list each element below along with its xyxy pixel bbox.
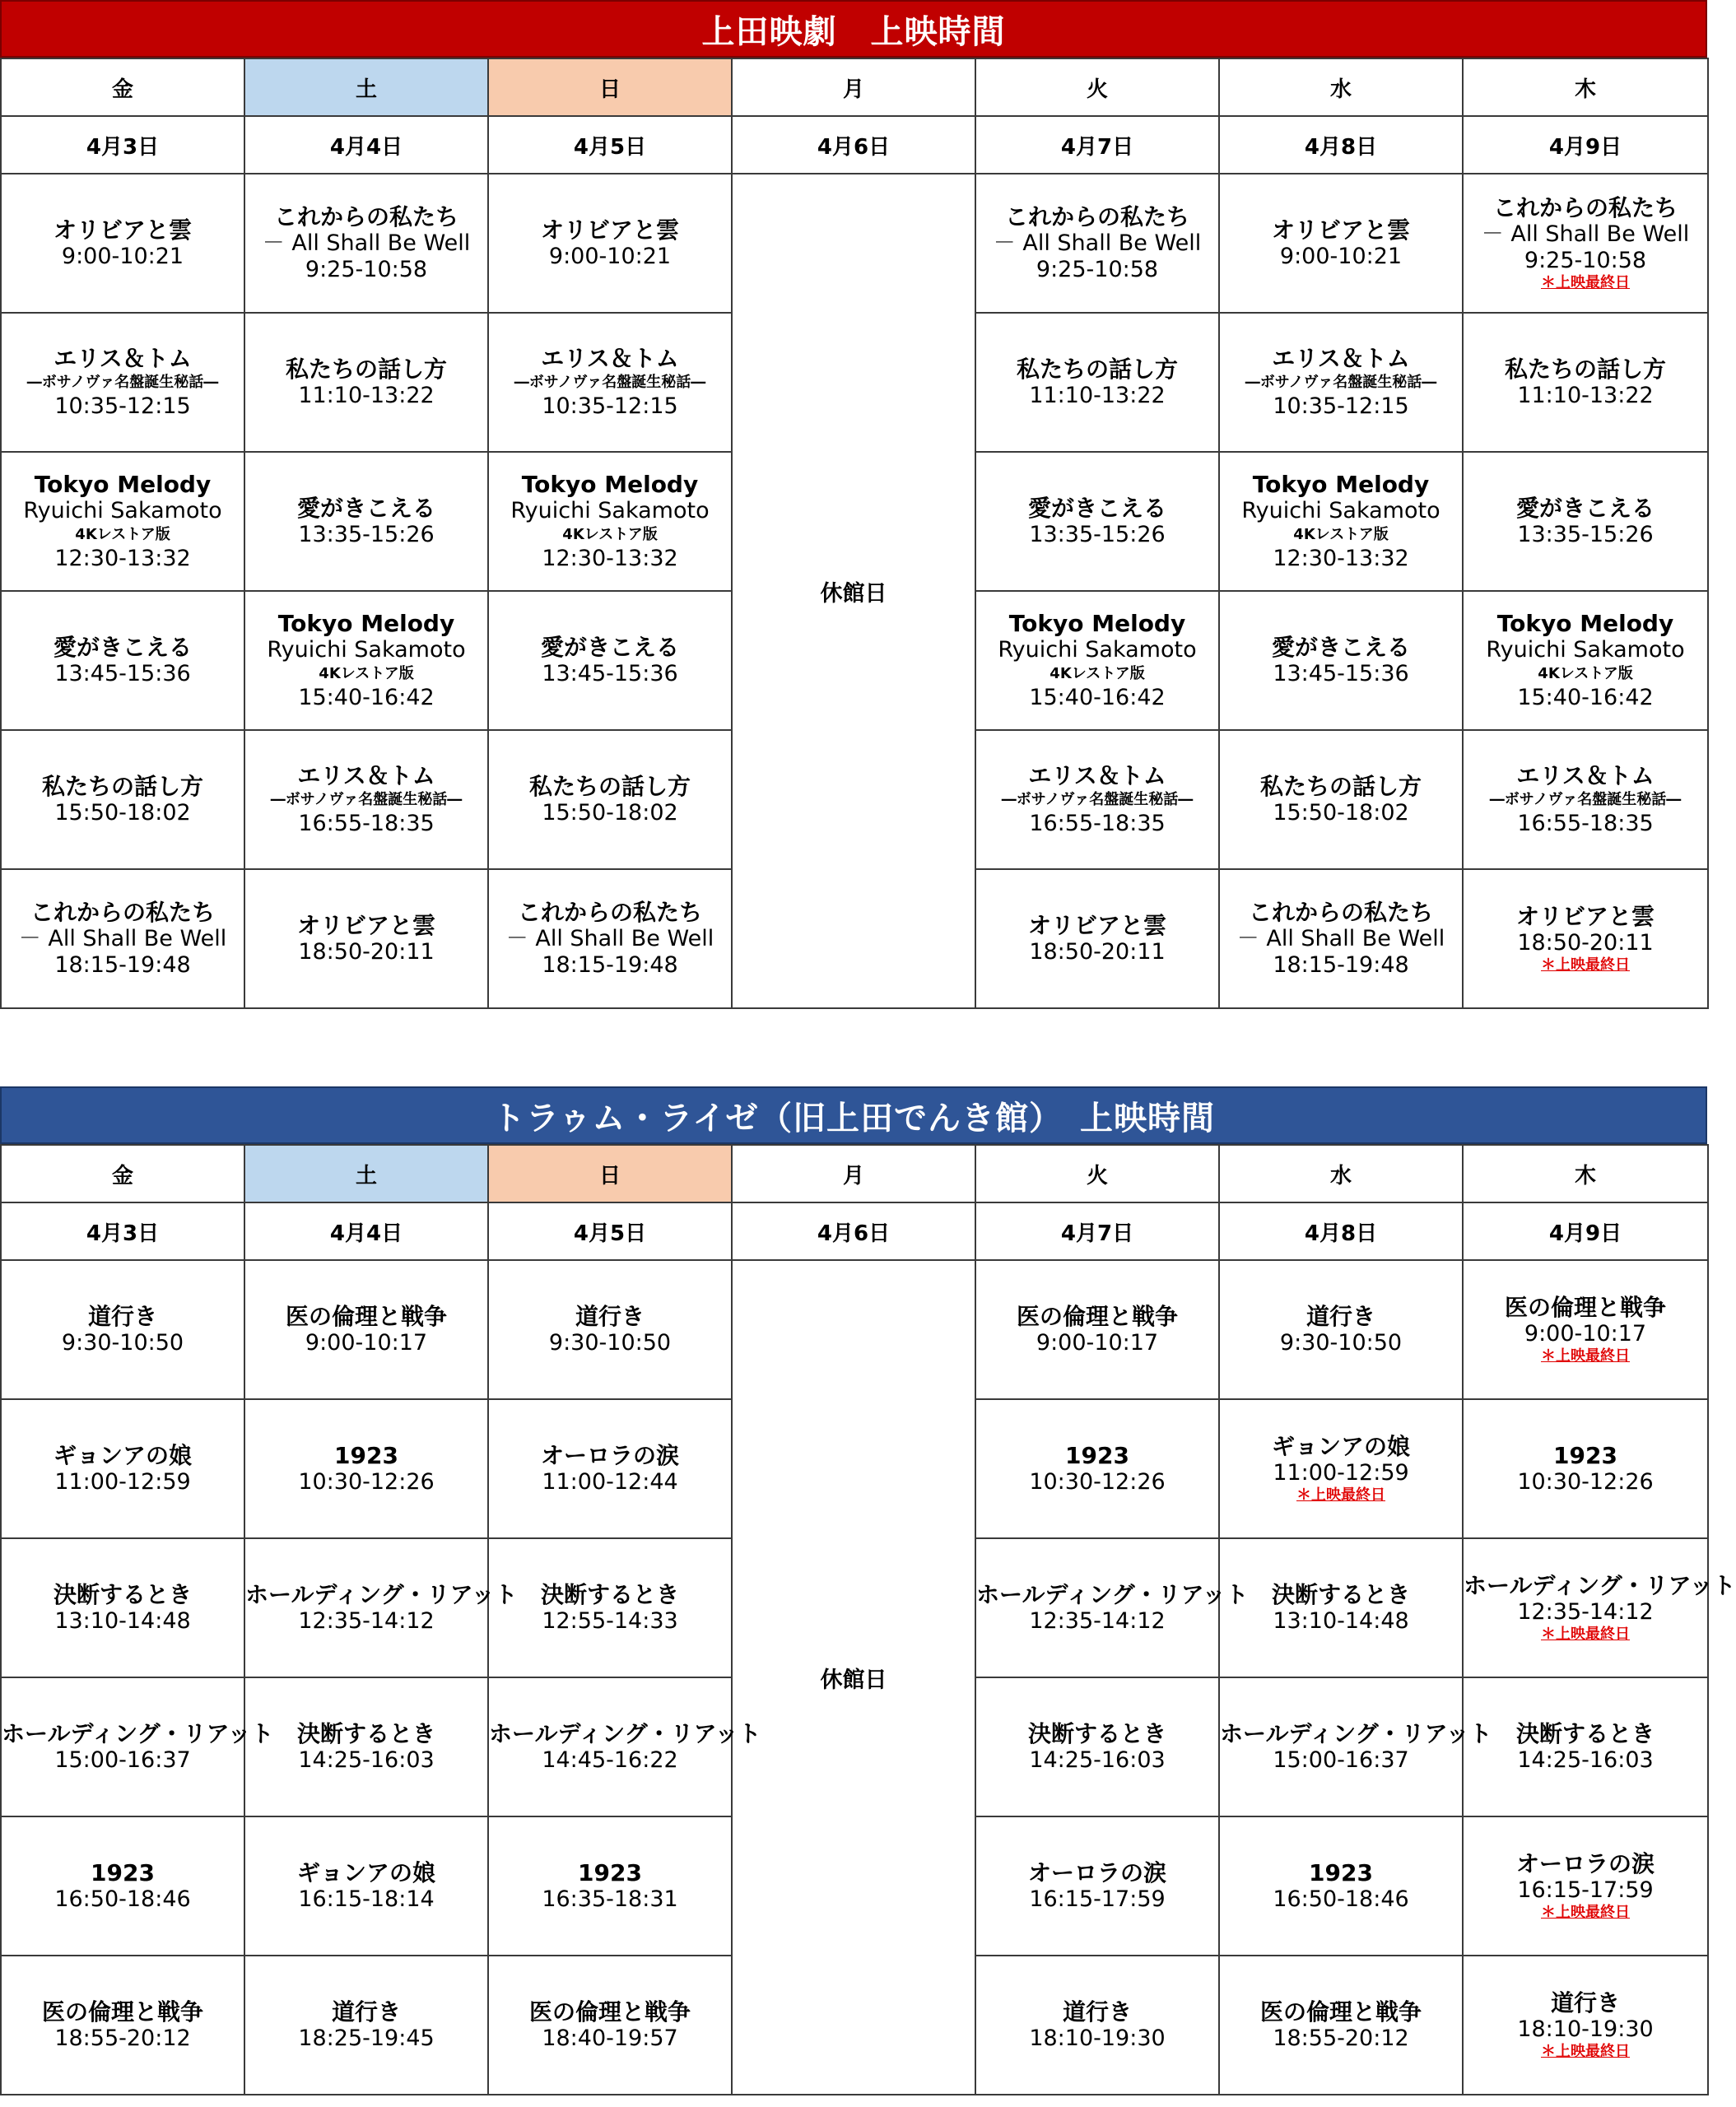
schedule-table	[0, 58, 1709, 1009]
showtime-cell	[975, 1260, 1219, 1399]
film-title: Tokyo Melody	[521, 471, 699, 498]
showtime-cell	[244, 1816, 488, 1956]
film-title: エリス＆トム	[1028, 762, 1166, 789]
weekday-cell: 木	[1463, 1145, 1708, 1202]
closed-day-cell: 休館日	[732, 174, 975, 1008]
showtime: 16:15-17:59	[1029, 1886, 1166, 1912]
showtime: 12:30-13:32	[1273, 546, 1409, 571]
showtime: 11:00-12:59	[1273, 1460, 1409, 1486]
showtime-cell	[244, 869, 488, 1008]
film-title: 決断するとき	[1027, 1720, 1166, 1747]
showtime: 13:35-15:26	[1517, 522, 1654, 547]
showtime: 9:00-10:21	[1279, 244, 1403, 269]
film-title: Tokyo Melody	[34, 471, 212, 498]
film-title: エリス＆トム	[297, 762, 435, 789]
showtime-cell	[1219, 174, 1463, 313]
film-title: Tokyo Melody	[1252, 471, 1430, 498]
film-note: ―ボサノヴァ名盤誕生秘話―	[26, 374, 219, 391]
showtime: 12:55-14:33	[542, 1608, 678, 1634]
showtime: 9:00-10:17	[1524, 1321, 1647, 1347]
showtime: 15:50-18:02	[54, 800, 191, 826]
film-subtitle: － All Shall Be Well	[262, 230, 471, 256]
showtime: 11:10-13:22	[298, 383, 435, 408]
showtime: 9:25-10:58	[1036, 257, 1159, 282]
showtime: 9:00-10:21	[61, 244, 184, 269]
showtime-cell	[1219, 1538, 1463, 1677]
film-title: ホールディング・リアット	[1220, 1720, 1492, 1747]
showtime-cell	[1463, 1399, 1708, 1538]
weekday-cell: 日	[488, 1145, 732, 1202]
film-title: 決断するとき	[1271, 1581, 1410, 1608]
showtime-cell	[244, 1538, 518, 1677]
showtime-cell	[1463, 174, 1708, 313]
showtime-cell	[975, 1956, 1219, 2095]
film-subtitle: Ryuichi Sakamoto	[998, 637, 1197, 663]
film-title: Tokyo Melody	[1496, 610, 1674, 637]
film-title: ホールディング・リアット	[489, 1720, 761, 1747]
showtime-cell	[488, 174, 732, 313]
film-subtitle: － All Shall Be Well	[505, 926, 714, 951]
showtime: 15:40-16:42	[298, 685, 435, 710]
film-title: 道行き	[575, 1303, 645, 1330]
film-title: オリビアと雲	[540, 216, 679, 244]
film-title: エリス＆トム	[541, 345, 679, 372]
showtime: 11:10-13:22	[1029, 383, 1166, 408]
weekday-cell: 水	[1219, 58, 1463, 116]
showtime: 18:25-19:45	[298, 2026, 435, 2051]
showtime: 16:50-18:46	[54, 1886, 191, 1912]
showtime-cell	[244, 174, 488, 313]
showtime: 16:50-18:46	[1273, 1886, 1409, 1912]
showtime: 18:40-19:57	[542, 2026, 678, 2051]
section-gap	[0, 1027, 1707, 1086]
film-title: これからの私たち	[1248, 899, 1433, 926]
showtime-cell	[244, 1399, 488, 1538]
film-note: 4Kレストア版	[319, 665, 414, 682]
showtime-cell	[975, 1677, 1219, 1816]
showtime: 18:50-20:11	[298, 939, 435, 965]
showtime: 13:10-14:48	[54, 1608, 191, 1634]
film-title: 愛がきこえる	[540, 634, 679, 661]
film-title: 決断するとき	[1515, 1720, 1655, 1747]
date-cell: 4月5日	[488, 1202, 732, 1260]
showtime: 11:00-12:44	[542, 1469, 678, 1495]
showtime-cell	[975, 1399, 1219, 1538]
film-title: 愛がきこえる	[296, 495, 435, 522]
schedule-title: 上田映劇 上映時間	[0, 0, 1707, 58]
showtime-cell	[1, 1260, 244, 1399]
film-title: ギョンアの娘	[296, 1859, 435, 1886]
showtime: 14:25-16:03	[1029, 1747, 1166, 1773]
showtime: 13:10-14:48	[1273, 1608, 1409, 1634]
showtime: 12:35-14:12	[298, 1608, 435, 1634]
date-cell: 4月8日	[1219, 1202, 1463, 1260]
showtime-cell	[1463, 591, 1708, 730]
showtime: 16:55-18:35	[1029, 811, 1166, 836]
weekday-cell: 金	[1, 1145, 244, 1202]
film-title: 愛がきこえる	[1027, 495, 1166, 522]
film-title: これからの私たち	[517, 899, 702, 926]
weekday-cell: 火	[975, 1145, 1219, 1202]
showtime: 10:35-12:15	[54, 393, 191, 419]
date-cell: 4月7日	[975, 1202, 1219, 1260]
showtime-cell	[1219, 1677, 1492, 1816]
showtime: 10:30-12:26	[1517, 1469, 1654, 1495]
showtime: 9:30-10:50	[548, 1330, 672, 1356]
date-cell: 4月4日	[244, 116, 488, 174]
showtime-cell	[1, 1677, 274, 1816]
showtime: 18:15-19:48	[54, 952, 191, 978]
film-title: エリス＆トム	[1516, 762, 1655, 789]
showtime-cell	[488, 730, 732, 869]
film-note: ―ボサノヴァ名盤誕生秘話―	[514, 374, 706, 391]
showtime: 9:00-10:17	[1036, 1330, 1159, 1356]
showtime-cell	[975, 1538, 1249, 1677]
showtime: 13:35-15:26	[298, 522, 435, 547]
date-cell: 4月5日	[488, 116, 732, 174]
date-cell: 4月9日	[1463, 116, 1708, 174]
film-title: 1923	[334, 1442, 398, 1469]
date-row	[1, 1202, 1708, 1260]
showtime-cell	[1, 174, 244, 313]
showtime-cell	[1219, 591, 1463, 730]
showtime-cell	[488, 452, 732, 591]
showtime-cell	[1463, 1956, 1708, 2095]
date-cell: 4月6日	[732, 116, 975, 174]
showtime: 18:10-19:30	[1029, 2026, 1166, 2051]
film-title: ホールディング・リアット	[976, 1581, 1249, 1608]
film-title: 決断するとき	[296, 1720, 435, 1747]
showtime-cell	[488, 1399, 732, 1538]
schedule-traum-reise	[0, 1086, 1736, 2095]
showtime-cell	[1463, 313, 1708, 452]
film-title: オーロラの涙	[1515, 1850, 1655, 1877]
film-title: 決断するとき	[540, 1581, 679, 1608]
showtime: 13:45-15:36	[1273, 661, 1409, 686]
showtime: 11:10-13:22	[1517, 383, 1654, 408]
showtime-cell	[244, 1260, 488, 1399]
film-title: 医の倫理と戦争	[1016, 1303, 1178, 1330]
showtime-cell	[1, 591, 244, 730]
schedule-ueda-eigeki	[0, 0, 1707, 1009]
showtime-cell	[488, 1816, 732, 1956]
film-title: 私たちの話し方	[285, 356, 447, 383]
showtime-cell	[488, 591, 732, 730]
film-subtitle: Ryuichi Sakamoto	[1486, 637, 1685, 663]
showtime: 15:40-16:42	[1517, 685, 1654, 710]
showtime-cell	[244, 730, 488, 869]
weekday-header-row	[1, 1145, 1708, 1202]
date-cell: 4月3日	[1, 1202, 244, 1260]
film-note: ―ボサノヴァ名盤誕生秘話―	[1245, 374, 1437, 391]
film-title: 1923	[1309, 1859, 1373, 1886]
showtime: 18:10-19:30	[1517, 2016, 1654, 2042]
film-note: 4Kレストア版	[1293, 526, 1389, 543]
showtime-cell	[488, 1260, 732, 1399]
film-title: 1923	[578, 1859, 642, 1886]
film-title: オリビアと雲	[1271, 216, 1410, 244]
showtime-cell	[488, 1677, 761, 1816]
showtime: 12:30-13:32	[542, 546, 678, 571]
showtime-cell	[1219, 1816, 1463, 1956]
showtime-cell	[975, 1816, 1219, 1956]
film-title: 医の倫理と戦争	[1504, 1294, 1666, 1321]
showtime-row	[1, 174, 1708, 313]
film-title: これからの私たち	[1492, 194, 1678, 221]
showtime-cell	[1, 1816, 244, 1956]
showtime: 10:30-12:26	[298, 1469, 435, 1495]
film-title: 1923	[1065, 1442, 1129, 1469]
showtime-cell	[975, 313, 1219, 452]
showtime-cell	[975, 591, 1219, 730]
film-title: エリス＆トム	[54, 345, 192, 372]
showtime: 13:45-15:36	[542, 661, 678, 686]
last-day-note: ＊上映最終日	[1541, 2043, 1630, 2060]
showtime: 11:00-12:59	[54, 1469, 191, 1495]
date-cell: 4月7日	[975, 116, 1219, 174]
showtime-cell	[1219, 1956, 1463, 2095]
film-title: これからの私たち	[30, 899, 215, 926]
film-title: 医の倫理と戦争	[41, 1998, 203, 2026]
showtime-cell	[1463, 1538, 1736, 1677]
last-day-note: ＊上映最終日	[1541, 956, 1630, 974]
weekday-cell: 日	[488, 58, 732, 116]
showtime-cell	[975, 174, 1219, 313]
showtime: 12:35-14:12	[1517, 1599, 1654, 1625]
date-row	[1, 116, 1708, 174]
showtime: 9:25-10:58	[1524, 248, 1647, 273]
film-title: Tokyo Melody	[277, 610, 455, 637]
showtime: 10:30-12:26	[1029, 1469, 1166, 1495]
film-subtitle: － All Shall Be Well	[1236, 926, 1445, 951]
showtime-cell	[1, 452, 244, 591]
showtime: 14:45-16:22	[542, 1747, 678, 1773]
showtime: 18:15-19:48	[542, 952, 678, 978]
showtime-row	[1, 1260, 1708, 1399]
showtime: 18:50-20:11	[1029, 939, 1166, 965]
weekday-cell: 月	[732, 58, 975, 116]
showtime-cell	[1463, 869, 1708, 1008]
weekday-cell: 水	[1219, 1145, 1463, 1202]
showtime-cell	[488, 1956, 732, 2095]
film-title: 決断するとき	[53, 1581, 192, 1608]
weekday-cell: 土	[244, 58, 488, 116]
film-title: これからの私たち	[273, 203, 458, 230]
film-title: オリビアと雲	[53, 216, 192, 244]
film-title: ギョンアの娘	[1271, 1433, 1410, 1460]
showtime: 12:30-13:32	[54, 546, 191, 571]
film-title: ホールディング・リアット	[1464, 1572, 1736, 1599]
showtime-cell	[1463, 452, 1708, 591]
date-cell: 4月8日	[1219, 116, 1463, 174]
film-title: オーロラの涙	[540, 1442, 679, 1469]
film-title: 医の倫理と戦争	[1259, 1998, 1422, 2026]
showtime-cell	[244, 313, 488, 452]
showtime: 15:40-16:42	[1029, 685, 1166, 710]
film-title: 1923	[1553, 1442, 1617, 1469]
showtime-cell	[488, 313, 732, 452]
showtime: 16:15-17:59	[1517, 1877, 1654, 1903]
showtime: 13:35-15:26	[1029, 522, 1166, 547]
showtime-cell	[1219, 1399, 1463, 1538]
film-title: ホールディング・リアット	[245, 1581, 518, 1608]
weekday-cell: 土	[244, 1145, 488, 1202]
film-title: これからの私たち	[1004, 203, 1189, 230]
showtime-cell	[1219, 730, 1463, 869]
showtime: 18:55-20:12	[1273, 2026, 1409, 2051]
showtime-cell	[1463, 730, 1708, 869]
film-title: 私たちの話し方	[1016, 356, 1178, 383]
closed-day-cell: 休館日	[732, 1260, 975, 2095]
film-title: ホールディング・リアット	[2, 1720, 274, 1747]
film-title: 私たちの話し方	[41, 773, 203, 800]
showtime: 18:15-19:48	[1273, 952, 1409, 978]
weekday-cell: 火	[975, 58, 1219, 116]
showtime-cell	[1, 1538, 244, 1677]
last-day-note: ＊上映最終日	[1541, 1904, 1630, 1921]
film-subtitle: Ryuichi Sakamoto	[1241, 498, 1440, 523]
showtime-cell	[1219, 869, 1463, 1008]
film-note: ―ボサノヴァ名盤誕生秘話―	[270, 791, 463, 808]
last-day-note: ＊上映最終日	[1541, 274, 1630, 291]
showtime-cell	[244, 591, 488, 730]
showtime-cell	[1463, 1816, 1708, 1956]
showtime: 9:00-10:17	[305, 1330, 428, 1356]
film-title: 道行き	[331, 1998, 401, 2026]
showtime: 15:50-18:02	[542, 800, 678, 826]
showtime: 15:50-18:02	[1273, 800, 1409, 826]
film-title: 1923	[91, 1859, 155, 1886]
showtime-cell	[1219, 1260, 1463, 1399]
film-title: 医の倫理と戦争	[528, 1998, 691, 2026]
weekday-cell: 月	[732, 1145, 975, 1202]
showtime-cell	[1463, 1677, 1708, 1816]
film-title: 私たちの話し方	[1259, 773, 1422, 800]
film-subtitle: Ryuichi Sakamoto	[510, 498, 710, 523]
film-title: オリビアと雲	[296, 912, 435, 939]
showtime: 12:35-14:12	[1029, 1608, 1166, 1634]
film-title: Tokyo Melody	[1008, 610, 1186, 637]
film-title: ギョンアの娘	[53, 1442, 192, 1469]
showtime-cell	[1, 869, 244, 1008]
showtime-cell	[488, 869, 732, 1008]
film-title: 医の倫理と戦争	[285, 1303, 447, 1330]
showtime: 14:25-16:03	[1517, 1747, 1654, 1773]
film-subtitle: － All Shall Be Well	[1481, 221, 1690, 247]
date-cell: 4月9日	[1463, 1202, 1708, 1260]
showtime-cell	[1, 313, 244, 452]
weekday-cell: 木	[1463, 58, 1708, 116]
date-cell: 4月6日	[732, 1202, 975, 1260]
showtime-cell	[975, 452, 1219, 591]
showtime-cell	[975, 869, 1219, 1008]
showtime: 13:45-15:36	[54, 661, 191, 686]
showtime: 16:55-18:35	[1517, 811, 1654, 836]
film-note: ―ボサノヴァ名盤誕生秘話―	[1001, 791, 1194, 808]
showtime: 9:00-10:21	[548, 244, 672, 269]
showtime: 15:00-16:37	[1273, 1747, 1409, 1773]
weekday-header-row	[1, 58, 1708, 116]
film-title: 私たちの話し方	[1504, 356, 1666, 383]
film-title: 道行き	[1062, 1998, 1132, 2026]
showtime: 14:25-16:03	[298, 1747, 435, 1773]
showtime: 10:35-12:15	[1273, 393, 1409, 419]
showtime: 9:30-10:50	[61, 1330, 184, 1356]
weekday-cell: 金	[1, 58, 244, 116]
film-subtitle: － All Shall Be Well	[18, 926, 227, 951]
film-subtitle: Ryuichi Sakamoto	[267, 637, 466, 663]
film-title: エリス＆トム	[1272, 345, 1410, 372]
showtime-cell	[244, 1956, 488, 2095]
film-note: 4Kレストア版	[1538, 665, 1633, 682]
showtime: 9:30-10:50	[1279, 1330, 1403, 1356]
film-note: 4Kレストア版	[562, 526, 658, 543]
showtime: 18:50-20:11	[1517, 930, 1654, 956]
showtime-cell	[1219, 452, 1463, 591]
showtime-cell	[1463, 1260, 1708, 1399]
film-subtitle: Ryuichi Sakamoto	[23, 498, 222, 523]
showtime: 16:55-18:35	[298, 811, 435, 836]
film-note: 4Kレストア版	[1050, 665, 1145, 682]
showtime-cell	[1, 730, 244, 869]
showtime-cell	[1, 1956, 244, 2095]
film-title: オーロラの涙	[1027, 1859, 1166, 1886]
showtime: 16:15-18:14	[298, 1886, 435, 1912]
film-title: 愛がきこえる	[53, 634, 192, 661]
date-cell: 4月3日	[1, 116, 244, 174]
film-title: 私たちの話し方	[528, 773, 691, 800]
film-title: 道行き	[87, 1303, 157, 1330]
showtime: 10:35-12:15	[542, 393, 678, 419]
film-subtitle: － All Shall Be Well	[993, 230, 1202, 256]
schedule-table	[0, 1144, 1736, 2095]
film-note: 4Kレストア版	[75, 526, 170, 543]
showtime: 15:00-16:37	[54, 1747, 191, 1773]
showtime-cell	[975, 730, 1219, 869]
film-title: オリビアと雲	[1515, 903, 1655, 930]
film-title: オリビアと雲	[1027, 912, 1166, 939]
showtime: 9:25-10:58	[305, 257, 428, 282]
showtime-cell	[244, 452, 488, 591]
schedule-title: トラゥム・ライゼ（旧上田でんき館） 上映時間	[0, 1086, 1707, 1144]
showtime-cell	[488, 1538, 732, 1677]
film-title: 道行き	[1305, 1303, 1375, 1330]
last-day-note: ＊上映最終日	[1296, 1486, 1385, 1504]
film-note: ―ボサノヴァ名盤誕生秘話―	[1489, 791, 1682, 808]
showtime-cell	[244, 1677, 488, 1816]
film-title: 道行き	[1550, 1989, 1620, 2016]
last-day-note: ＊上映最終日	[1541, 1347, 1630, 1365]
showtime-cell	[1219, 313, 1463, 452]
film-title: 愛がきこえる	[1271, 634, 1410, 661]
last-day-note: ＊上映最終日	[1541, 1626, 1630, 1643]
showtime: 16:35-18:31	[542, 1886, 678, 1912]
showtime-cell	[1, 1399, 244, 1538]
showtime: 18:55-20:12	[54, 2026, 191, 2051]
film-title: 愛がきこえる	[1515, 495, 1655, 522]
date-cell: 4月4日	[244, 1202, 488, 1260]
